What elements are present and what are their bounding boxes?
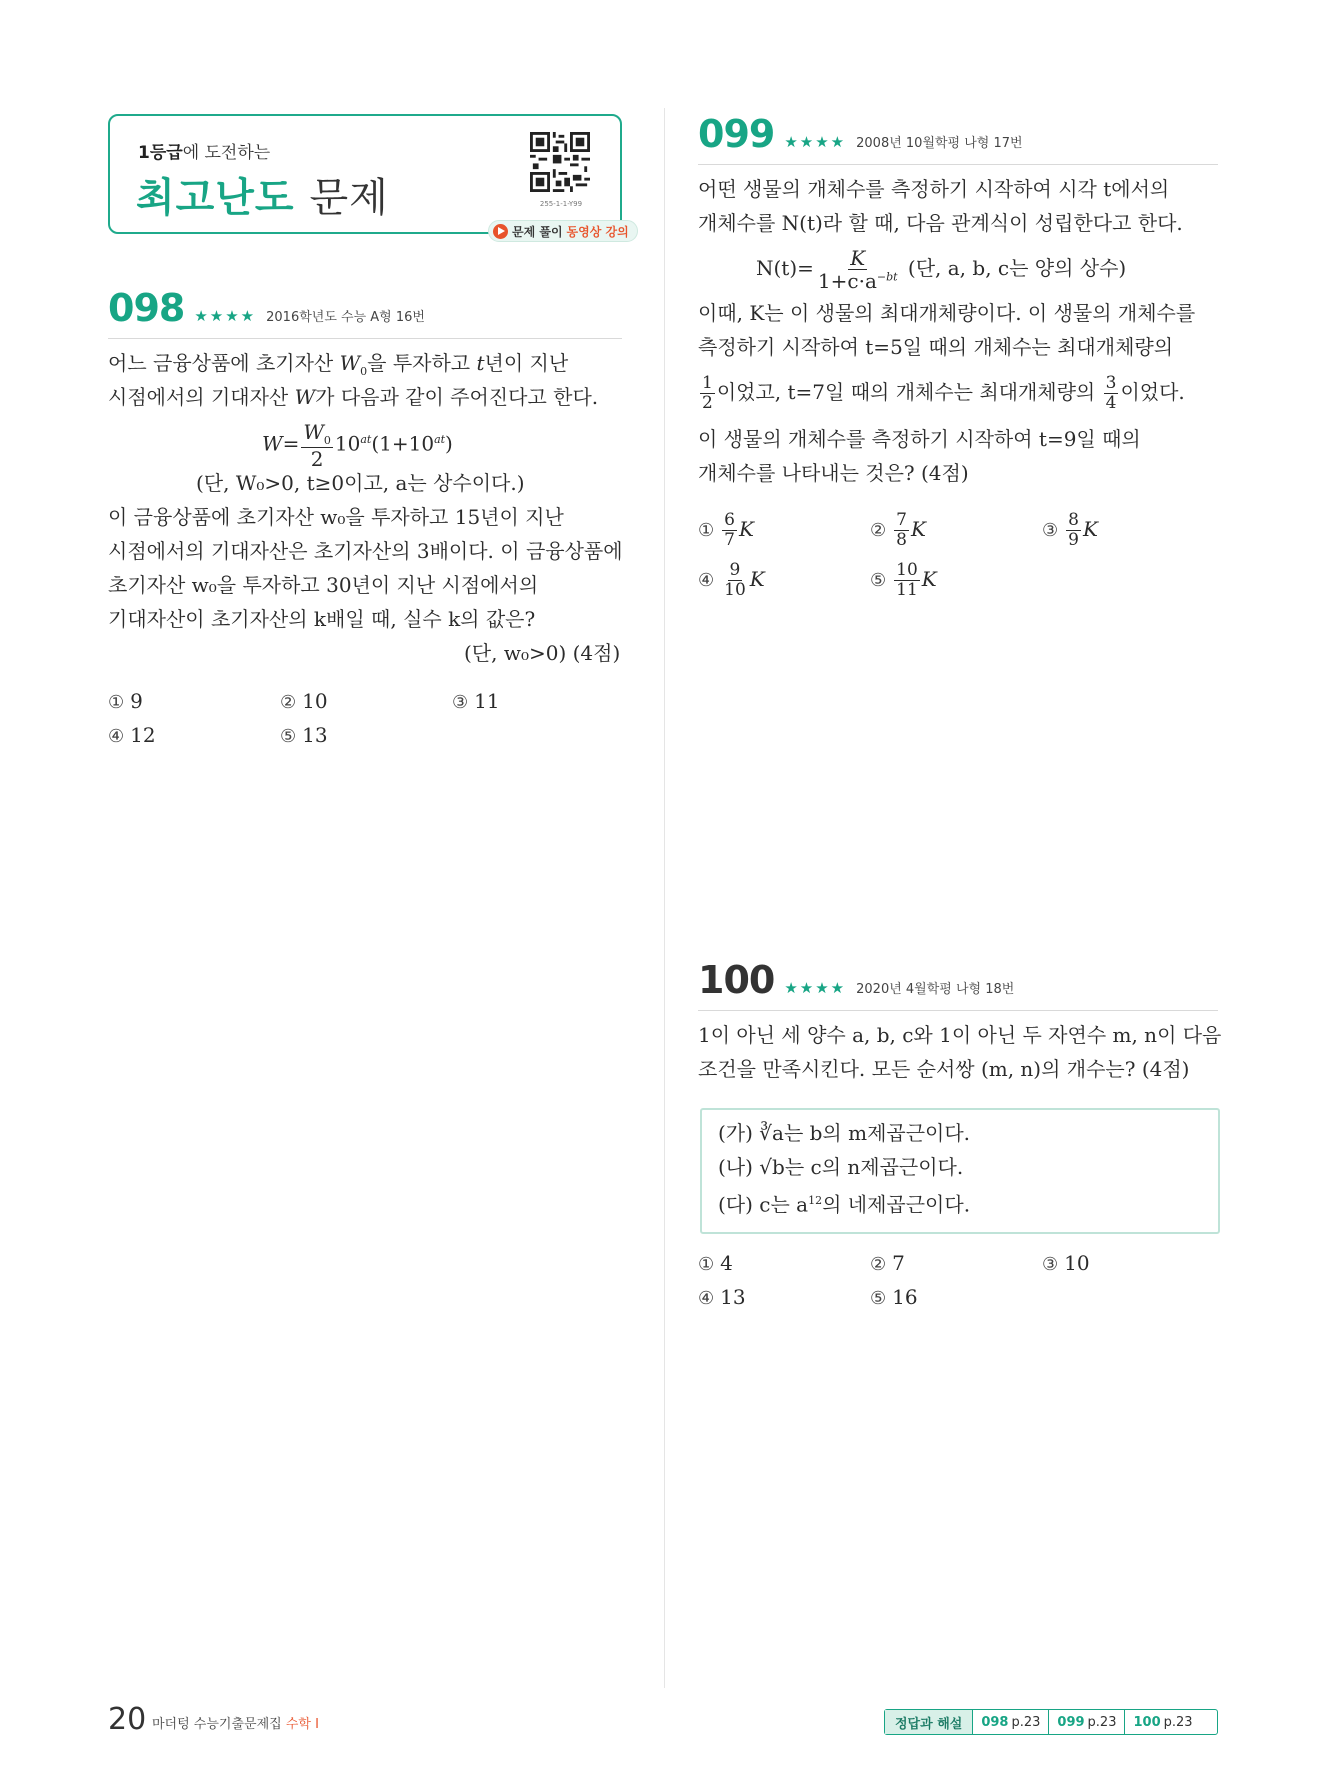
option-1[interactable]: ① 9	[108, 689, 143, 713]
problem-099-header	[698, 112, 1023, 156]
condition-na: (나) √b는 c의 n제곱근이다.	[718, 1155, 964, 1179]
answer-ref-098[interactable]: 098 p.23	[973, 1710, 1049, 1734]
problem-099-line-2: 개체수를 N(t)라 할 때, 다음 관계식이 성립한다고 한다.	[698, 211, 1183, 235]
problem-099-line-4: 측정하기 시작하여 t=5일 때의 개체수는 최대개체량의	[698, 335, 1174, 359]
answer-label: 정답과 해설	[885, 1710, 973, 1734]
problem-098-line-2: 시점에서의 기대자산 W가 다음과 같이 주어진다고 한다.	[108, 385, 599, 409]
answer-ref-099[interactable]: 099 p.23	[1049, 1710, 1125, 1734]
header-title: 최고난도 문제	[136, 175, 389, 221]
problem-099-equation: N(t)= $\frac{K}{1+c\cdot a^{-bt}}$ (단, a, b, c는 양의 상수)	[756, 246, 1127, 293]
problem-number: 100	[698, 958, 775, 1002]
problem-098-header	[108, 286, 425, 330]
problem-source: 2016학년도 수능 A형 16번	[266, 310, 425, 325]
problem-098-line-7: (단, w₀>0) (4점)	[464, 641, 621, 665]
problem-099-line-1: 어떤 생물의 개체수를 측정하기 시작하여 시각 t에서의	[698, 177, 1170, 201]
condition-ga: (가) ∛a는 b의 m제곱근이다.	[718, 1121, 971, 1145]
difficulty-stars: ★★★★	[784, 979, 847, 997]
divider	[698, 164, 1218, 165]
problem-098-line-4: 시점에서의 기대자산은 초기자산의 3배이다. 이 금융상품에	[108, 539, 623, 563]
option-5[interactable]: ⑤ $\frac{10}{11}$ K	[870, 560, 937, 600]
option-3[interactable]: ③ 10	[1042, 1251, 1090, 1275]
condition-da: (다) c는 $a^{12}$의 네제곱근이다.	[718, 1192, 971, 1217]
divider	[698, 1010, 1218, 1011]
header-box	[108, 114, 622, 234]
option-3[interactable]: ③ 11	[452, 689, 500, 713]
option-5[interactable]: ⑤ 13	[280, 723, 328, 747]
option-1[interactable]: ① $\frac{6}{7}$ K	[698, 510, 754, 550]
problem-100-line-2: 조건을 만족시킨다. 모든 순서쌍 (m, n)의 개수는? (4점)	[698, 1057, 1190, 1081]
column-divider	[664, 108, 665, 1688]
answer-ref-100[interactable]: 100 p.23	[1133, 1714, 1193, 1730]
problem-099-line-7: 개체수를 나타내는 것은? (4점)	[698, 461, 969, 485]
option-2[interactable]: ② $\frac{7}{8}$ K	[870, 510, 926, 550]
option-5[interactable]: ⑤ 16	[870, 1285, 918, 1309]
option-4[interactable]: ④ 12	[108, 723, 156, 747]
divider	[108, 338, 622, 339]
qr-code-icon[interactable]	[530, 132, 590, 192]
difficulty-stars: ★★★★	[194, 307, 257, 325]
play-icon	[493, 224, 508, 239]
problem-099-line-3: 이때, K는 이 생물의 최대개체량이다. 이 생물의 개체수를	[698, 301, 1196, 325]
problem-source: 2020년 4월학평 나형 18번	[856, 982, 1015, 997]
option-4[interactable]: ④ 13	[698, 1285, 746, 1309]
problem-098-line-3: 이 금융상품에 초기자산 w₀을 투자하고 15년이 지난	[108, 505, 564, 529]
problem-099-line-6: 이 생물의 개체수를 측정하기 시작하여 t=9일 때의	[698, 427, 1141, 451]
problem-100-line-1: 1이 아닌 세 양수 a, b, c와 1이 아닌 두 자연수 m, n이 다음	[698, 1023, 1222, 1047]
problem-number: 098	[108, 286, 185, 330]
book-title: 마더텅 수능기출문제집 수학 I	[152, 1717, 319, 1732]
problem-098-line-5: 초기자산 w₀을 투자하고 30년이 지난 시점에서의	[108, 573, 539, 597]
header-subtitle: 1등급에 도전하는	[138, 143, 271, 163]
problem-098-line-6: 기대자산이 초기자산의 k배일 때, 실수 k의 값은?	[108, 607, 536, 631]
problem-source: 2008년 10월학평 나형 17번	[856, 136, 1023, 151]
problem-number: 099	[698, 112, 775, 156]
problem-098-equation: W= $\frac{W_0}{2}$ $10^{at}(1+10^{at})$	[262, 419, 453, 471]
video-lecture-badge[interactable]: 문제 풀이 동영상 강의	[488, 220, 638, 242]
difficulty-stars: ★★★★	[784, 133, 847, 151]
option-1[interactable]: ① 4	[698, 1251, 733, 1275]
option-4[interactable]: ④ $\frac{9}{10}$ K	[698, 560, 765, 600]
option-2[interactable]: ② 10	[280, 689, 328, 713]
problem-098-line-1: 어느 금융상품에 초기자산 $W_0$을 투자하고 t년이 지난	[108, 351, 569, 378]
option-2[interactable]: ② 7	[870, 1251, 905, 1275]
page-number: 20	[108, 1702, 147, 1737]
problem-099-line-5: $\frac{1}{2}$ 이었고, t=7일 때의 개체수는 최대개체량의 $\frac{3}{4}$ 이었다.	[702, 373, 1185, 413]
qr-code-label: 255-1-1-Y99	[539, 200, 583, 208]
option-3[interactable]: ③ $\frac{8}{9}$ K	[1042, 510, 1098, 550]
problem-098-condition: (단, W₀>0, t≥0이고, a는 상수이다.)	[196, 471, 525, 495]
answer-reference-bar	[884, 1709, 1218, 1735]
problem-100-header	[698, 958, 1014, 1002]
